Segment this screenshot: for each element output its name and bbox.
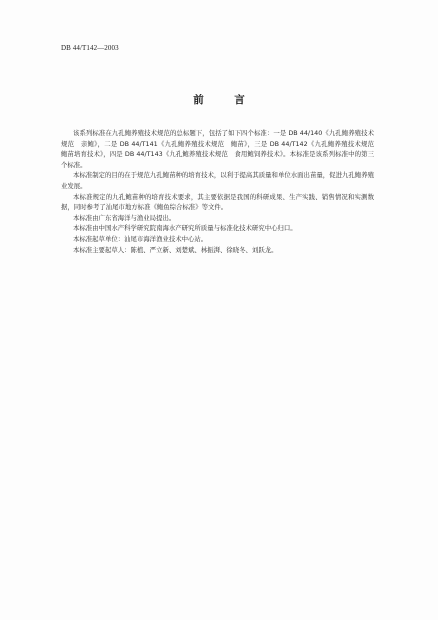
paragraph-drafters: 本标准主要起草人：陈植、严立新、刘楚斌、林振湃、徐晓冬、刘跃龙。 bbox=[73, 245, 278, 254]
page-title: 前 言 bbox=[193, 94, 255, 106]
document-code: DB 44/T142—2003 bbox=[61, 44, 119, 52]
paragraph-proposer: 本标准由广东省海洋与渔业局提出。 bbox=[73, 213, 176, 222]
paragraph-administrator: 本标准由中国水产科学研究院南海水产研究所质量与标准化技术研究中心归口。 bbox=[73, 224, 297, 233]
paragraph-series-overview: 该系列标准在九孔鲍养殖技术规范的总标题下，包括了如下四个标准：一是 DB 44/140《九孔鲍养殖技术规范 亲鲍》，二是 DB 44/T141《九孔鲍养殖技术规范 鲍苗》，三是 DB 44/T142《九孔鲍养殖技术规范 鲍苗培育技术》，四是 DB 44/T143《九孔鲍养殖技术规范 食用鲍饲养技术》。本标准是该系列标准中的第三个标准。 bbox=[61, 129, 381, 169]
paragraph-basis: 本标准规定的九孔鲍苗种的培育技术要求，其主要依据是我国的科研成果、生产实践、销售情况和实测数据，同时参考了汕尾市地方标准《鲍鱼综合标准》等文件。 bbox=[61, 192, 374, 212]
paragraph-drafting-unit: 本标准起草单位：汕尾市海洋渔业技术中心站。 bbox=[73, 234, 208, 243]
paragraph-purpose: 本标准制定的目的在于规范九孔鲍苗种的培育技术，以利于提高其质量和单位水面出苗量，促进九孔鲍养殖业发展。 bbox=[61, 171, 374, 190]
foreword-body bbox=[61, 128, 381, 255]
